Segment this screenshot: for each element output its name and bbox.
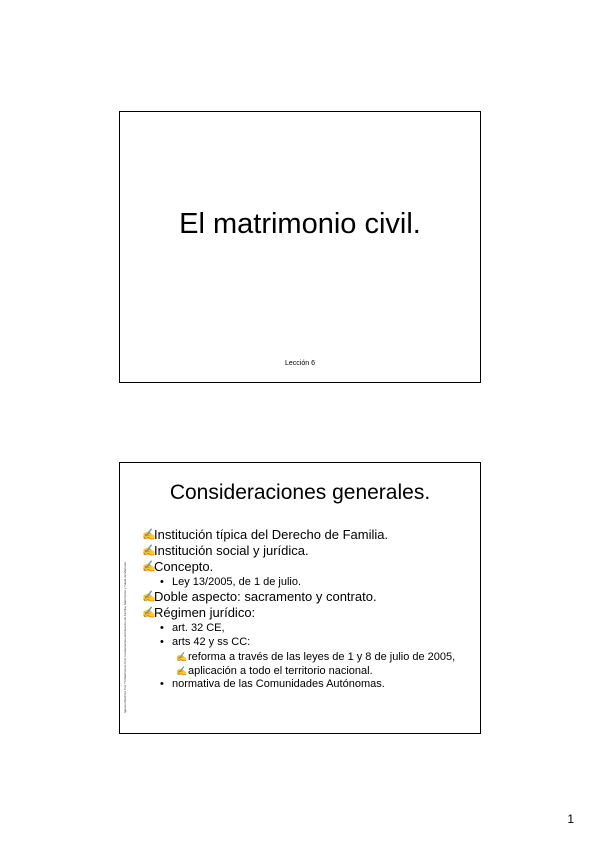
slide-1-subtitle: Lección 6 xyxy=(285,360,315,367)
slide-1 xyxy=(119,111,481,383)
bullet-dot-icon: • xyxy=(160,678,164,690)
list-subitem xyxy=(142,677,472,691)
list-item-text: Ley 13/2005, de 1 de julio. xyxy=(172,576,302,588)
list-item xyxy=(142,559,472,575)
slide-2-bullet-list xyxy=(142,527,472,691)
list-item-text: Concepto. xyxy=(154,559,214,574)
slide-2 xyxy=(119,462,481,734)
slide-2-side-note: Ignacio Martínez Cid, T6 Matrimonio Civil. Fundamentos del Derecho de Familia, Matrimonio y Tutela de Menores xyxy=(123,561,127,713)
writing-hand-icon: ✍ xyxy=(176,652,188,662)
writing-hand-icon: ✍ xyxy=(142,607,156,619)
bullet-dot-icon: • xyxy=(160,636,164,648)
list-item xyxy=(142,589,472,605)
list-subitem xyxy=(142,635,472,649)
list-item xyxy=(142,527,472,543)
writing-hand-icon: ✍ xyxy=(142,529,156,541)
list-subsubitem xyxy=(142,651,472,663)
list-subitem xyxy=(142,575,472,589)
list-item-text: reforma a través de las leyes de 1 y 8 de julio de 2005, xyxy=(188,651,456,663)
list-item-text: aplicación a todo el territorio nacional. xyxy=(188,665,373,677)
writing-hand-icon: ✍ xyxy=(176,666,188,676)
list-item-text: arts 42 y ss CC: xyxy=(172,636,251,648)
list-item-text: Institución típica del Derecho de Familia. xyxy=(154,527,389,542)
list-item-text: Régimen jurídico: xyxy=(154,605,256,620)
list-item xyxy=(142,543,472,559)
list-item-text: Doble aspecto: sacramento y contrato. xyxy=(154,589,377,604)
list-item xyxy=(142,605,472,621)
writing-hand-icon: ✍ xyxy=(142,545,156,557)
list-item-text: Institución social y jurídica. xyxy=(154,543,309,558)
slide-2-title: Consideraciones generales. xyxy=(169,481,431,504)
page-number: 1 xyxy=(567,812,574,826)
writing-hand-icon: ✍ xyxy=(142,561,156,573)
bullet-dot-icon: • xyxy=(160,576,164,588)
slide-1-title: El matrimonio civil. xyxy=(179,208,421,240)
list-subitem xyxy=(142,621,472,635)
list-item-text: normativa de las Comunidades Autónomas. xyxy=(172,678,385,690)
list-item-text: art. 32 CE, xyxy=(172,622,225,634)
writing-hand-icon: ✍ xyxy=(142,591,156,603)
bullet-dot-icon: • xyxy=(160,622,164,634)
list-subsubitem xyxy=(142,665,472,677)
